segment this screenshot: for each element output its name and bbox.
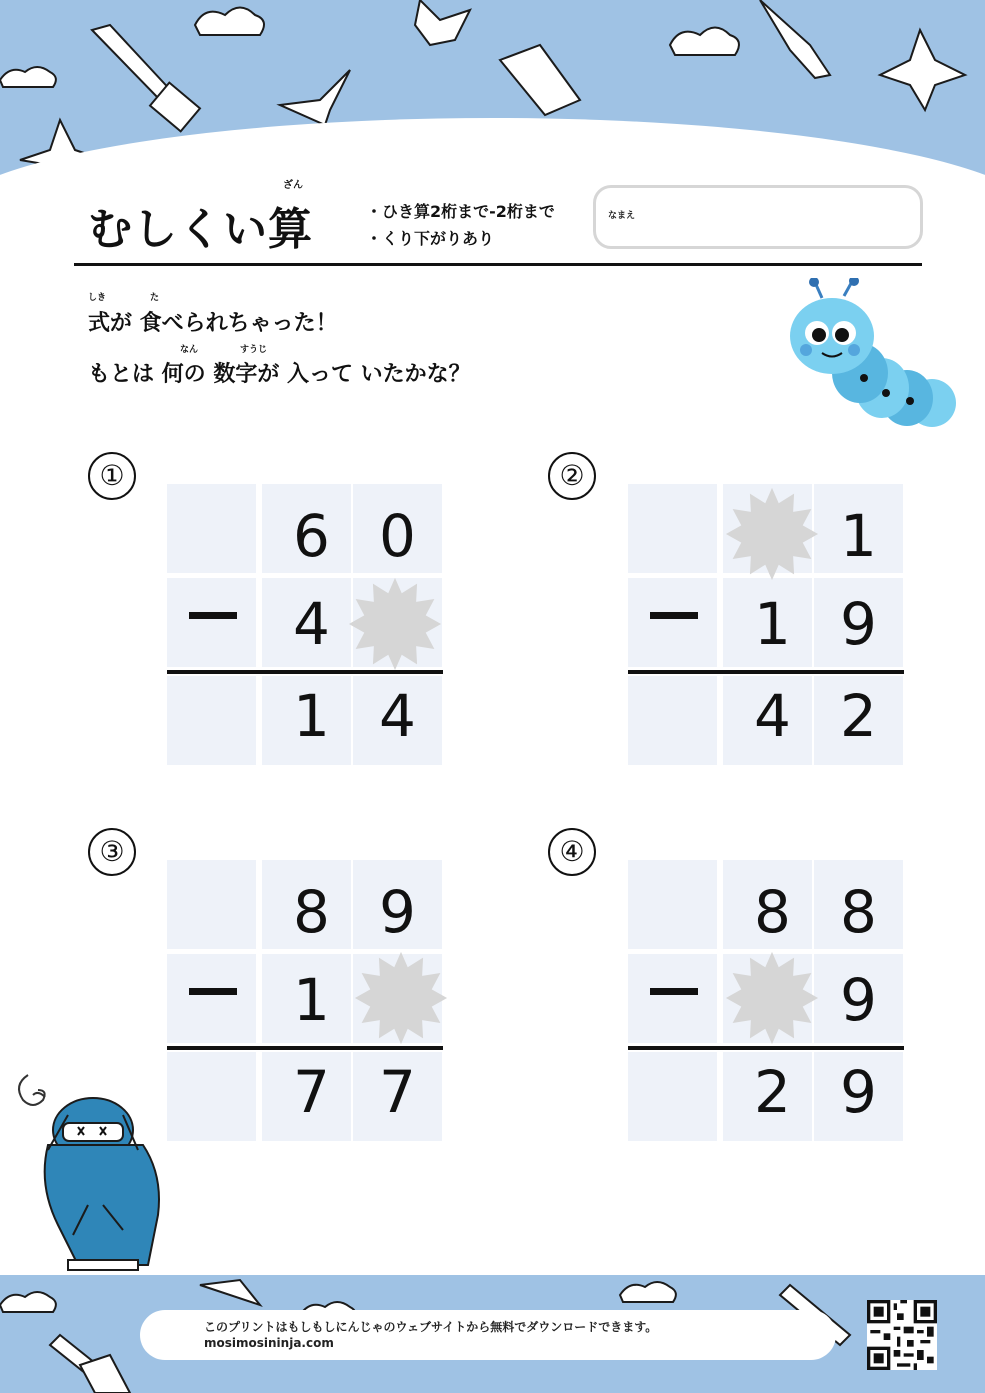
top-digit-tens: 8 bbox=[754, 878, 791, 946]
problem-2-grid bbox=[628, 484, 907, 760]
bottom-digit-ones: 9 bbox=[840, 590, 877, 658]
result-digit-tens: 2 bbox=[754, 1058, 791, 1126]
result-digit-ones: 9 bbox=[840, 1058, 877, 1126]
cell bbox=[628, 484, 717, 573]
minus-sign bbox=[650, 988, 698, 995]
bottom-digit-ones: 9 bbox=[840, 966, 877, 1034]
cell bbox=[628, 578, 717, 667]
cell bbox=[167, 1052, 256, 1141]
title-ruby: ざん bbox=[283, 180, 303, 191]
bug-bite-blank[interactable] bbox=[353, 950, 449, 1046]
problem-number-1: ① bbox=[88, 452, 136, 500]
bottom-digit-tens: 1 bbox=[293, 966, 330, 1034]
ruby-shiki: しき bbox=[88, 293, 107, 303]
ruby-nan: なん bbox=[180, 345, 199, 355]
cell bbox=[167, 578, 256, 667]
bottom-digit-tens: 4 bbox=[293, 590, 330, 658]
result-digit-ones: 2 bbox=[840, 682, 877, 750]
name-label: なまえ bbox=[608, 211, 636, 221]
ruby-ta: た bbox=[150, 293, 160, 303]
result-digit-ones: 7 bbox=[379, 1058, 416, 1126]
result-digit-tens: 1 bbox=[293, 682, 330, 750]
problem-number-2: ② bbox=[548, 452, 596, 500]
ninja-illustration bbox=[8, 1055, 168, 1285]
top-digit-ones: 8 bbox=[840, 878, 877, 946]
problem-number-3: ③ bbox=[88, 828, 136, 876]
note-line-2: ・くり下がりあり bbox=[366, 229, 495, 248]
result-digit-tens: 4 bbox=[754, 682, 791, 750]
caterpillar-illustration bbox=[782, 278, 957, 438]
top-digit-ones: 9 bbox=[379, 878, 416, 946]
footer-text: このプリントはもしもしにんじゃのウェブサイトから無料でダウンロードできます。 bbox=[204, 1320, 658, 1334]
instruction-line-1: 式が 食べられちゃった！ bbox=[88, 311, 338, 336]
ruby-suuji: すうじ bbox=[240, 345, 268, 355]
cell bbox=[628, 954, 717, 1043]
top-digit-ones: 1 bbox=[840, 502, 877, 570]
result-digit-tens: 7 bbox=[293, 1058, 330, 1126]
problem-4-grid bbox=[628, 860, 907, 1136]
footer-info-box bbox=[140, 1310, 836, 1360]
result-digit-ones: 4 bbox=[379, 682, 416, 750]
instruction-line-2: もとは 何の 数字が 入って いたかな？ bbox=[88, 362, 471, 387]
cell bbox=[167, 860, 256, 949]
cell bbox=[628, 676, 717, 765]
top-digit-tens: 6 bbox=[293, 502, 330, 570]
minus-sign bbox=[189, 612, 237, 619]
bug-bite-blank[interactable] bbox=[724, 486, 820, 582]
header-divider bbox=[74, 263, 922, 266]
cell bbox=[167, 484, 256, 573]
footer-url[interactable]: mosimosininja.com bbox=[204, 1336, 334, 1350]
bug-bite-blank[interactable] bbox=[724, 950, 820, 1046]
worksheet-notes bbox=[366, 198, 555, 252]
header-decoration-band bbox=[0, 0, 985, 200]
note-line-1: ・ひき算2桁まで-2桁まで bbox=[366, 202, 555, 221]
problem-number-4: ④ bbox=[548, 828, 596, 876]
problem-3-grid bbox=[167, 860, 446, 1136]
top-digit-ones: 0 bbox=[379, 502, 416, 570]
cell bbox=[167, 954, 256, 1043]
qr-code-icon[interactable] bbox=[867, 1300, 937, 1370]
problem-1-grid bbox=[167, 484, 446, 760]
name-field[interactable] bbox=[593, 185, 923, 249]
cell bbox=[167, 676, 256, 765]
bottom-digit-tens: 1 bbox=[754, 590, 791, 658]
bug-bite-blank[interactable] bbox=[347, 576, 443, 672]
minus-sign bbox=[189, 988, 237, 995]
cell bbox=[628, 1052, 717, 1141]
top-digit-tens: 8 bbox=[293, 878, 330, 946]
page-title: むしくい算 bbox=[88, 204, 313, 255]
cell bbox=[628, 860, 717, 949]
minus-sign bbox=[650, 612, 698, 619]
